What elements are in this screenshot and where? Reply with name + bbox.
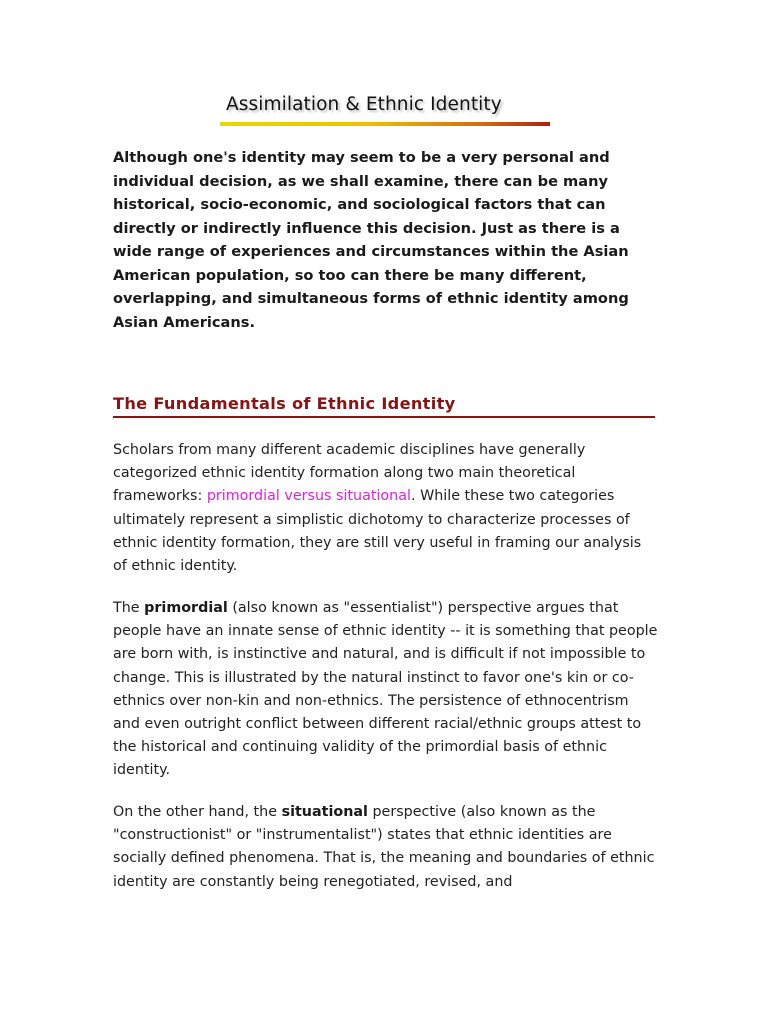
paragraph-text: On the other hand, the bbox=[113, 804, 282, 820]
term-situational: situational bbox=[281, 804, 368, 820]
paragraph-text: . While these two categories ultimately represent a simplistic dichotomy to characterize processes of ethnic identity formation, they are still very useful in framing our analysis of ethnic identity. bbox=[113, 488, 642, 575]
title-gradient-underline bbox=[220, 122, 550, 126]
paragraph-text: (also known as "essentialist") perspective argues that people have an innate sense of ethnic identity -- it is something that people are born with, is instinctive and natural, and is difficult if not impossible to change. This is illustrated by the natural instinct to favor one's kin or co-ethnics over non-kin and non-ethnics. The persistence of ethnocentrism and even outright conflict between different racial/ethnic groups attest to the historical and continuing validity of the primordial basis of ethnic identity. bbox=[113, 600, 658, 779]
primordial-situational-link[interactable]: primordial versus situational bbox=[206, 488, 411, 505]
paragraph-situational bbox=[113, 801, 658, 894]
paragraph-text: perspective (also known as the "constructionist" or "instrumentalist") states that ethnic identities are socially defined phenomena. That is, the meaning and boundaries of ethnic identity are constantly being renegotiated, revised, and bbox=[113, 804, 655, 890]
page-title: Assimilation & Ethnic Identity bbox=[226, 94, 502, 115]
intro-paragraph: Although one's identity may seem to be a very personal and individual decision, as we shall examine, there can be many historical, socio-economic, and sociological factors that can directly or indirectly influence this decision. Just as there is a wide range of experiences and circumstances within the Asian American population, so too can there be many different, overlapping, and simultaneous forms of ethnic identity among Asian Americans. bbox=[113, 149, 629, 331]
section-heading-rule bbox=[113, 416, 655, 418]
section-heading: The Fundamentals of Ethnic Identity bbox=[113, 394, 456, 413]
paragraph-text: The bbox=[113, 600, 145, 616]
term-primordial: primordial bbox=[144, 600, 228, 616]
paragraph-text: Scholars from many different academic disciplines have generally categorized ethnic identity formation along two main theoretical frameworks: bbox=[113, 442, 586, 505]
title-banner bbox=[220, 88, 550, 130]
paragraph-frameworks bbox=[113, 439, 658, 578]
paragraph-primordial bbox=[113, 597, 658, 783]
